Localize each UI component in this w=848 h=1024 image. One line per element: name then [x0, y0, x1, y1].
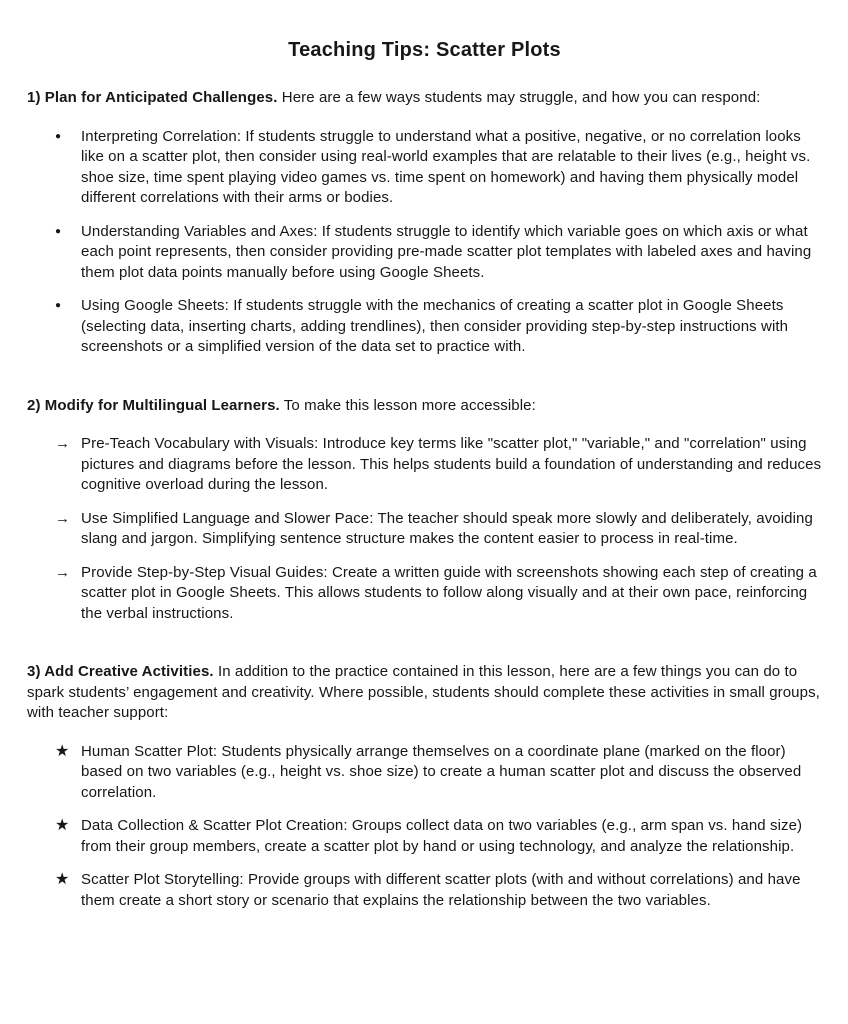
section-heading: 2) Modify for Multilingual Learners.	[27, 396, 280, 414]
list-item-text: Use Simplified Language and Slower Pace: The teacher should speak more slowly and deliberately, avoiding slang and jargon. Simplifying sentence structure makes the content easier to process in real-time.	[81, 509, 813, 547]
list-item	[27, 870, 822, 911]
bullet-list	[27, 742, 822, 912]
bullet-list	[27, 127, 822, 358]
list-item-text: Pre-Teach Vocabulary with Visuals: Introduce key terms like "scatter plot," "variable," and "correlation" using pictures and diagrams before the lesson. This helps students build a foundation of understanding and reduces cognitive overload during the lesson.	[81, 435, 822, 493]
list-item	[27, 127, 822, 209]
section-intro: To make this lesson more accessible:	[283, 396, 536, 414]
disc-bullet-icon: ●	[55, 130, 62, 142]
arrow-bullet-icon: →	[55, 435, 71, 452]
list-item	[27, 222, 822, 284]
section-heading: 1) Plan for Anticipated Challenges.	[27, 89, 278, 106]
section-lede	[27, 396, 822, 417]
section-lede	[27, 88, 822, 109]
section-intro: Here are a few ways students may struggle, and how you can respond:	[281, 89, 761, 106]
section-heading: 3) Add Creative Activities.	[27, 663, 214, 680]
list-item-text: Scatter Plot Storytelling: Provide groups with different scatter plots (with and without correlations) and have them create a short story or scenario that explains the relationship between the two variables.	[81, 871, 801, 909]
arrow-bullet-icon: →	[55, 509, 71, 527]
star-bullet-icon: ★	[55, 742, 70, 760]
disc-bullet-icon: ●	[55, 300, 62, 311]
list-item-text: Using Google Sheets: If students struggle with the mechanics of creating a scatter plot in Google Sheets (selecting data, inserting charts, adding trendlines), then consider providing step-by-step instructions with screenshots or a simplified version of the data set to practice with.	[81, 297, 789, 355]
list-item-text: Data Collection & Scatter Plot Creation: Groups collect data on two variables (e.g., arm span vs. hand size) from their group members, create a scatter plot by hand or using technology, and analyze the relationship.	[81, 817, 803, 855]
list-item	[27, 296, 822, 358]
star-bullet-icon: ★	[55, 871, 70, 888]
list-item	[27, 563, 822, 625]
list-item	[27, 742, 822, 804]
section-plan-for-anticipated-challenges	[27, 88, 822, 358]
section-lede	[27, 662, 822, 724]
star-bullet-icon: ★	[55, 817, 70, 834]
section-intro: In addition to the practice contained in this lesson, here are a few things you can do to spark students’ engagement and creativity. Where possible, students should complete these activities in small groups, with teacher support:	[27, 663, 820, 721]
list-item-text: Human Scatter Plot: Students physically arrange themselves on a coordinate plane (marked on the floor) based on two variables (e.g., height vs. shoe size) to create a human scatter plot and discuss the observed correlation.	[81, 742, 802, 801]
list-item-text: Provide Step-by-Step Visual Guides: Create a written guide with screenshots showing each step of creating a scatter plot in Google Sheets. This allows students to follow along visually and at their own pace, reinforcing the verbal instructions.	[81, 563, 817, 622]
list-item-text: Interpreting Correlation: If students struggle to understand what a positive, negative, or no correlation looks like on a scatter plot, then consider using real-world examples that are relatable to their lives (e.g., height vs. shoe size, time spent playing video games vs. time spent on homework) and having them physically model different correlations with their arms or bodies.	[81, 127, 811, 206]
page-title: Teaching Tips: Scatter Plots	[288, 39, 561, 61]
list-item	[27, 434, 822, 496]
list-item-text: Understanding Variables and Axes: If students struggle to identify which variable goes on which axis or what each point represents, then consider providing pre-made scatter plot templates with labeled axes and having them plot data points manually before using Google Sheets.	[81, 222, 812, 281]
bullet-list	[27, 434, 822, 624]
section-add-creative-activities	[27, 662, 822, 911]
disc-bullet-icon: ●	[55, 225, 62, 237]
section-modify-for-multilingual-learners	[27, 396, 822, 625]
list-item	[27, 816, 822, 857]
arrow-bullet-icon: →	[55, 563, 71, 581]
list-item	[27, 509, 822, 550]
